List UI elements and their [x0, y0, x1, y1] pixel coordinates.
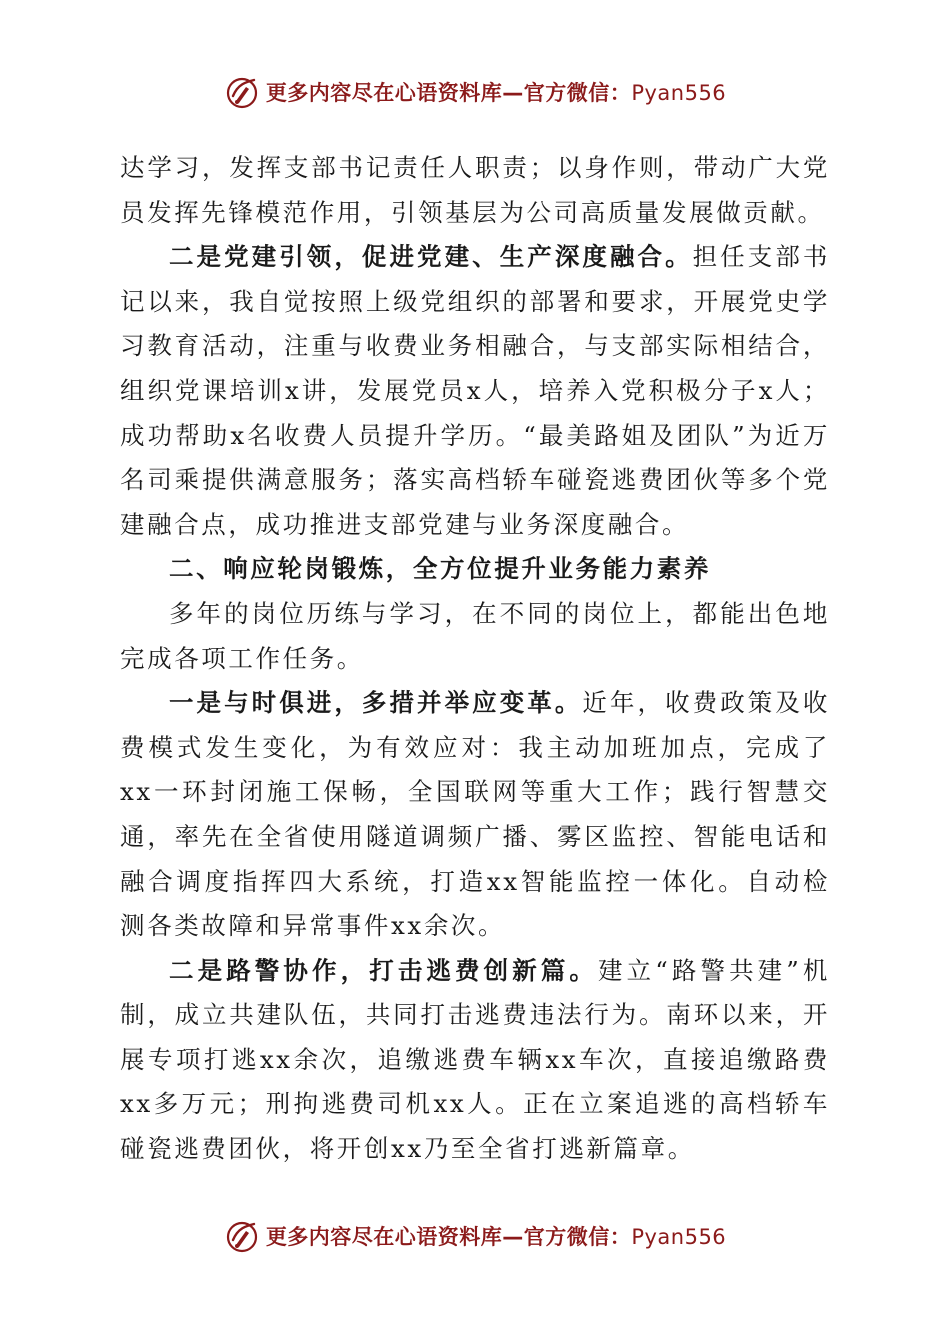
- paragraph-4: [120, 681, 830, 949]
- paragraph-text: 建立“路警共建”机制，成立共建队伍，共同打击逃费违法行为。南环以来，开展专项打逃xx余次，追缴逃费车辆xx车次，直接追缴路费xx多万元；刑拘逃费司机xx人。正在立案追逃的高档轿车碰瓷逃费团伙，将开创xx乃至全省打逃新篇章。: [120, 955, 830, 1164]
- paragraph-1: [120, 146, 830, 235]
- paragraph-text: 担任支部书记以来，我自觉按照上级党组织的部署和要求，开展党史学习教育活动，注重与收费业务相融合，与支部实际相结合，组织党课培训x讲，发展党员x人，培养入党积极分子x人；成功帮助x名收费人员提升学历。“最美路姐及团队”为近万名司乘提供满意服务；落实高档轿车碰瓷逃费团伙等多个党建融合点，成功推进支部党建与业务深度融合。: [120, 242, 830, 539]
- document-body: [120, 146, 830, 1172]
- watermark-text: [266, 77, 726, 107]
- paragraph-lead: 二是党建引领，促进党建、生产深度融合。: [169, 242, 693, 272]
- paragraph-5: [120, 949, 830, 1172]
- paragraph-text: 多年的岗位历练与学习，在不同的岗位上，都能出色地完成各项工作任务。: [120, 598, 830, 673]
- paragraph-text: 达学习，发挥支部书记责任人职责；以身作则，带动广大党员发挥先锋模范作用，引领基层为公司高质量发展做贡献。: [120, 153, 830, 227]
- paragraph-2: [120, 235, 830, 547]
- watermark-account: Pyan556: [631, 1225, 727, 1249]
- watermark-label: 更多内容尽在心语资料库—官方微信：: [265, 1225, 632, 1249]
- logo-icon: [224, 74, 260, 110]
- logo-icon: [224, 1218, 260, 1254]
- watermark-label: 更多内容尽在心语资料库—官方微信：: [265, 81, 632, 105]
- section-heading: [120, 547, 830, 592]
- watermark-banner-bottom: [0, 1214, 950, 1258]
- watermark-text: [266, 1221, 726, 1251]
- watermark-banner-top: [0, 70, 950, 114]
- watermark-account: Pyan556: [631, 81, 727, 105]
- paragraph-lead: 二是路警协作，打击逃费创新篇。: [169, 955, 599, 985]
- paragraph-lead: 一是与时俱进，多措并举应变革。: [169, 688, 583, 718]
- paragraph-text: 近年，收费政策及收费模式发生变化，为有效应对：我主动加班加点，完成了xx一环封闭施工保畅，全国联网等重大工作；践行智慧交通，率先在全省使用隧道调频广播、雾区监控、智能电话和融合调度指挥四大系统，打造xx智能监控一体化。自动检测各类故障和异常事件xx余次。: [120, 688, 831, 941]
- paragraph-3: [120, 592, 830, 681]
- heading-text: 二、响应轮岗锻炼，全方位提升业务能力素养: [169, 554, 711, 584]
